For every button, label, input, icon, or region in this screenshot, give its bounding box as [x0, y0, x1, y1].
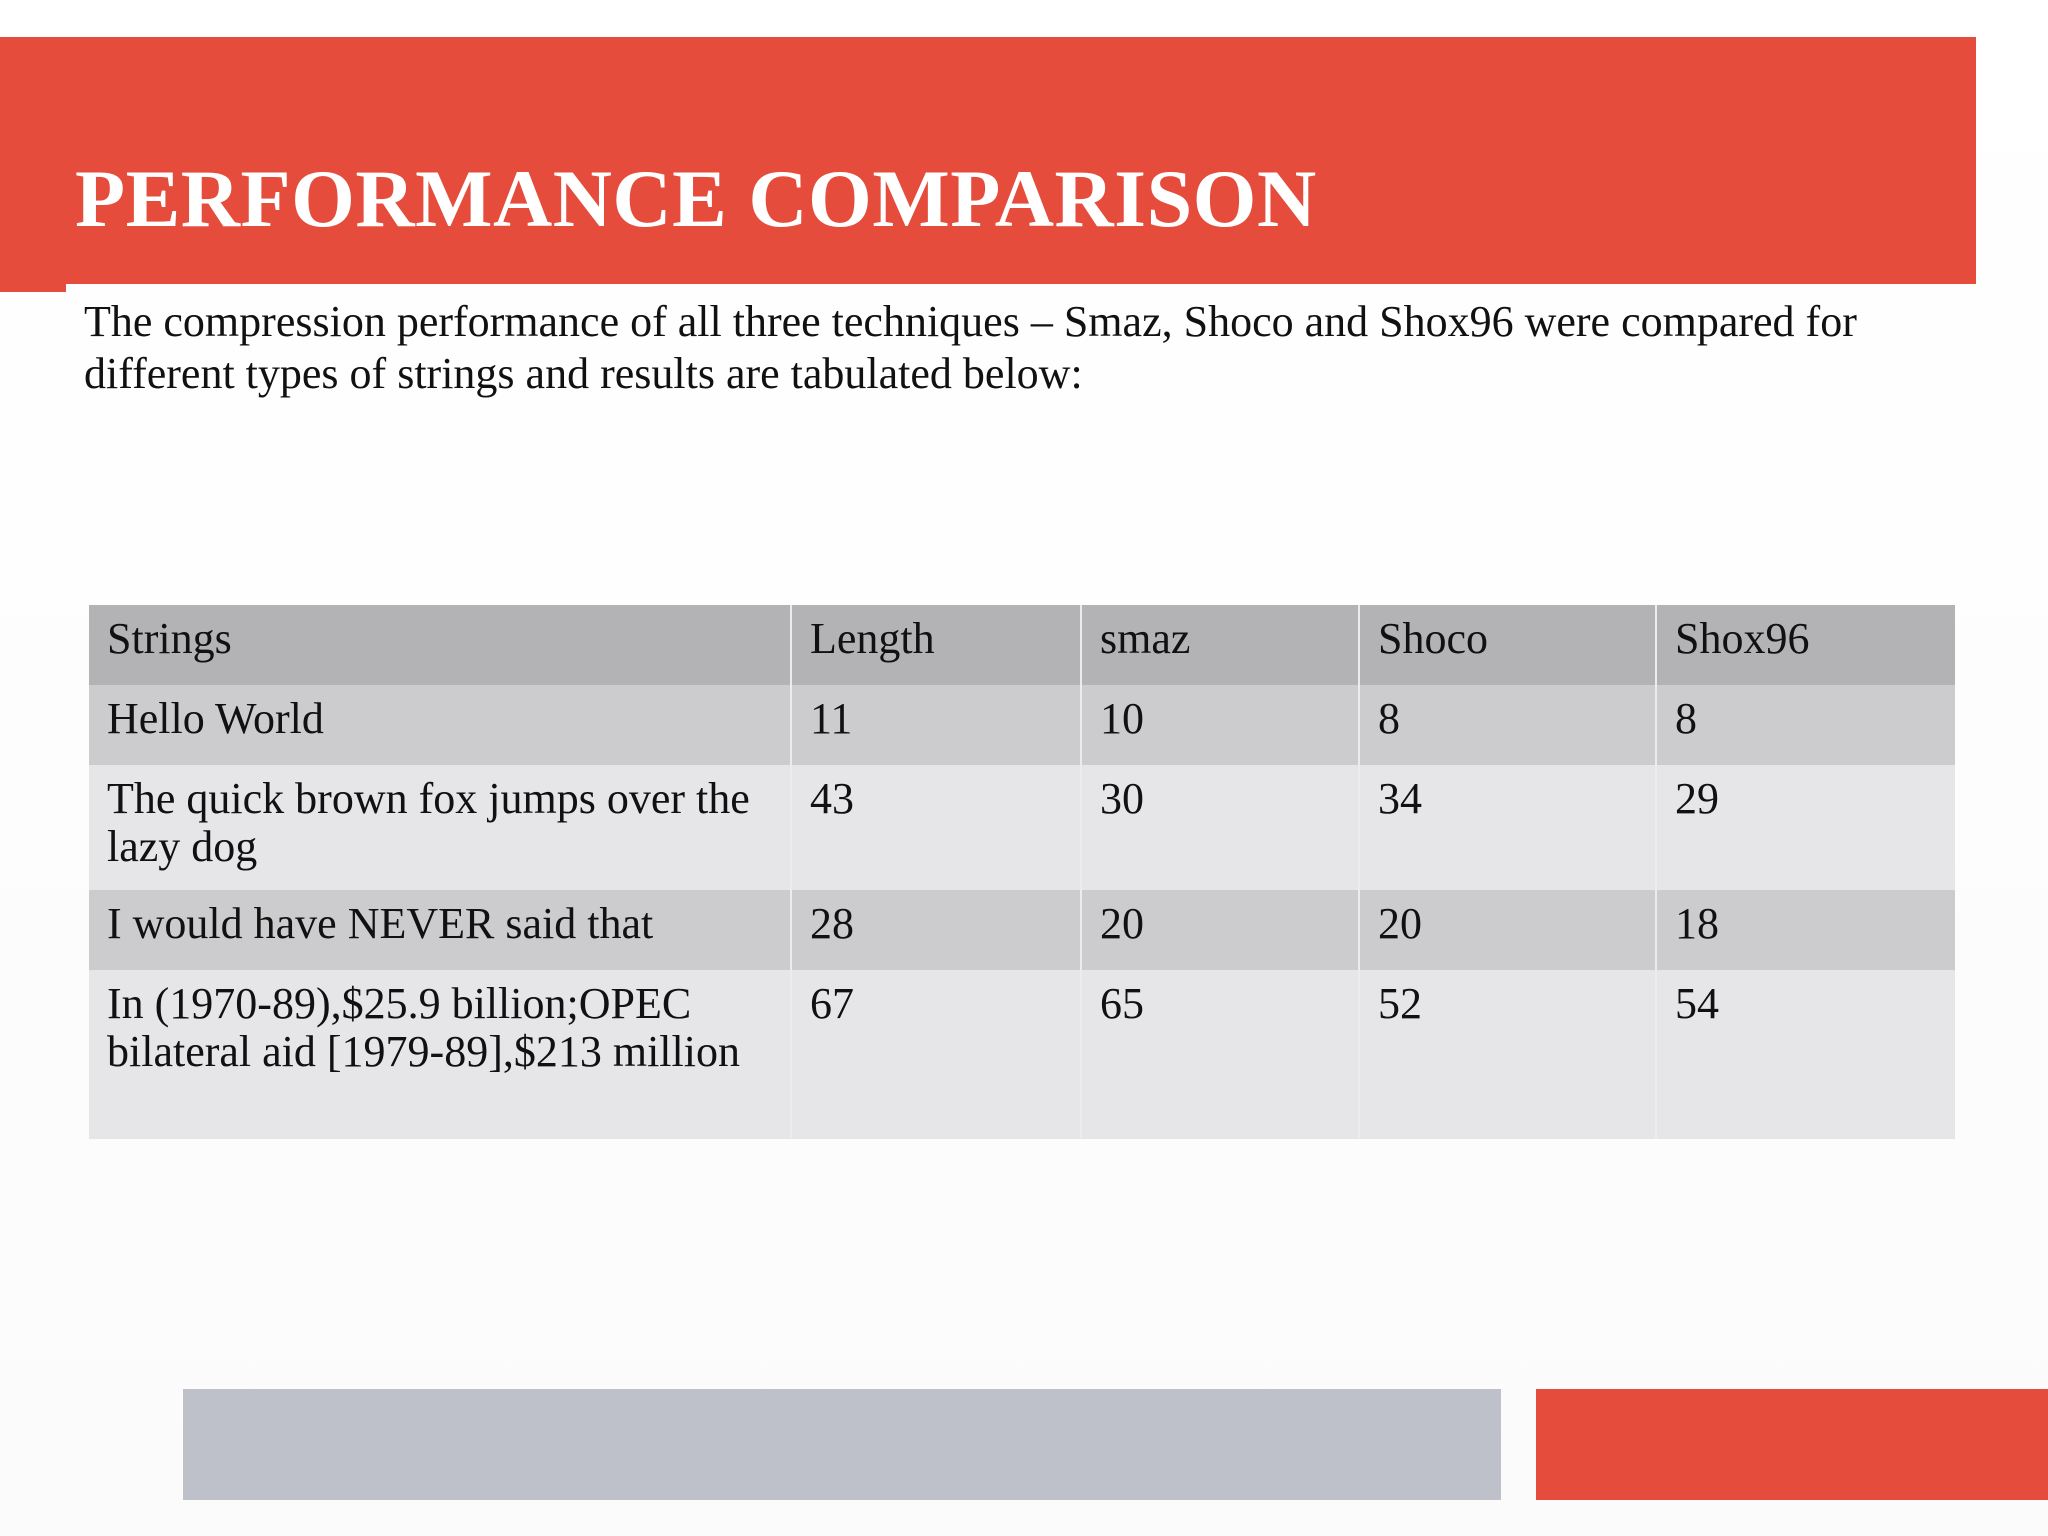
cell-smaz: 65: [1081, 970, 1359, 1139]
cell-length: 43: [791, 765, 1081, 890]
column-header-shoco: Shoco: [1359, 605, 1656, 685]
cell-length: 67: [791, 970, 1081, 1139]
cell-shox96: 18: [1675, 899, 1719, 948]
cell-shoco: 20: [1359, 890, 1656, 970]
cell-length: 28: [791, 890, 1081, 970]
cell-string: Hello World: [89, 685, 791, 765]
cell-string: In (1970-89),$25.9 billion;OPEC bilateral aid [1979-89],$213 million: [89, 970, 791, 1139]
cell-smaz: 20: [1081, 890, 1359, 970]
table-row: [89, 890, 1955, 970]
comparison-table: [89, 605, 1955, 1139]
intro-text: The compression performance of all three techniques – Smaz, Shoco and Shox96 were compared for different types of strings and results are tabulated below:: [84, 297, 1857, 398]
slide-title: PERFORMANCE COMPARISON: [75, 153, 1317, 244]
cell-shoco: 8: [1359, 685, 1656, 765]
column-header-smaz: smaz: [1081, 605, 1359, 685]
column-header-length: Length: [791, 605, 1081, 685]
cell-shoco: 52: [1359, 970, 1656, 1139]
cell-string: The quick brown fox jumps over the lazy dog: [89, 765, 791, 890]
cell-smaz: 10: [1081, 685, 1359, 765]
title-banner-step: [0, 284, 66, 292]
table-row: [89, 685, 1955, 765]
cell-shox96: 54: [1675, 979, 1719, 1028]
cell-smaz: 30: [1081, 765, 1359, 890]
cell-shox96: 8: [1675, 694, 1697, 743]
cell-shoco: 34: [1359, 765, 1656, 890]
table-row: [89, 765, 1955, 890]
table-header-row: [89, 605, 1955, 685]
column-header-strings: Strings: [89, 605, 791, 685]
cell-string: I would have NEVER said that: [89, 890, 791, 970]
cell-shox96: 29: [1675, 774, 1719, 823]
table-row: [89, 970, 1955, 1139]
cell-length: 11: [791, 685, 1081, 765]
column-header-shox96: Shox96: [1675, 614, 1810, 663]
footer-gray-bar: [183, 1389, 1501, 1500]
footer-red-bar: [1536, 1389, 2048, 1500]
